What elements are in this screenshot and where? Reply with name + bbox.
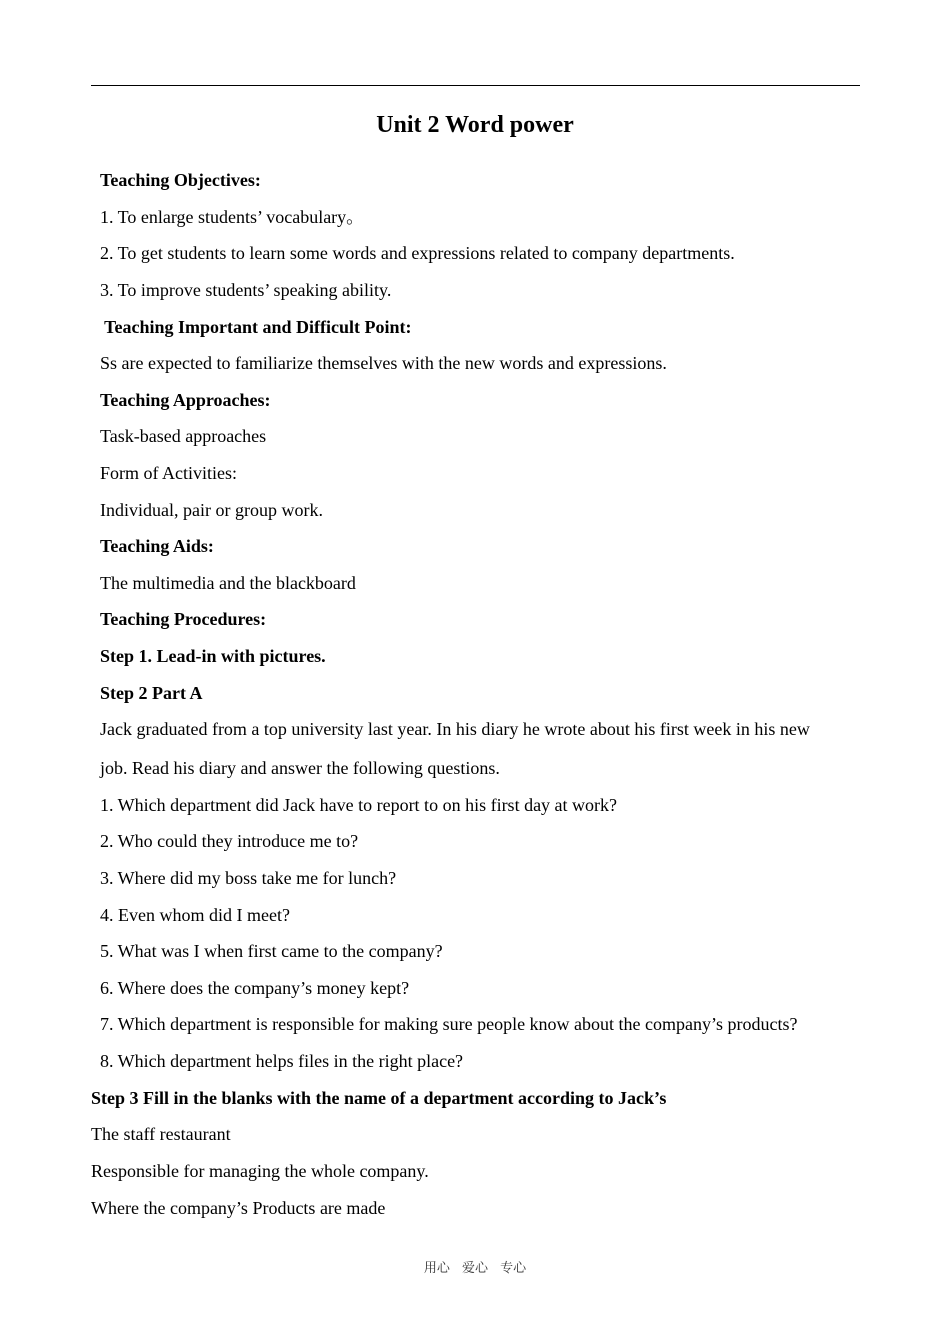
objective-item-1: 1. To enlarge students’ vocabulary。 [100,207,365,227]
page-footer: 用心 爱心 专心 [423,1261,527,1276]
form-of-activities-label: Form of Activities: [100,463,237,483]
question-4: 4. Even whom did I meet? [100,905,290,925]
step-2-intro-line-1: Jack graduated from a top university last year. In his diary he wrote about his first week in his new [100,719,810,739]
heading-teaching-procedures: Teaching Procedures: [100,609,267,629]
page-title: Unit 2 Word power [376,112,574,138]
step-2-intro-line-2: job. Read his diary and answer the following questions. [100,758,500,778]
question-7: 7. Which department is responsible for making sure people know about the company’s products? [100,1014,798,1034]
question-3: 3. Where did my boss take me for lunch? [100,868,397,888]
important-point-text: Ss are expected to familiarize themselves with the new words and expressions. [100,353,667,373]
step-3-heading: Step 3 Fill in the blanks with the name of a department according to Jack’s [91,1088,667,1108]
objective-item-2: 2. To get students to learn some words and expressions related to company departments. [100,243,735,263]
heading-important-point: Teaching Important and Difficult Point: [100,317,412,337]
fill-item-3: Where the company’s Products are made [91,1198,386,1218]
step-2-heading: Step 2 Part A [100,683,203,703]
question-1: 1. Which department did Jack have to report to on his first day at work? [100,795,618,815]
approaches-text: Task-based approaches [100,426,267,446]
heading-teaching-approaches: Teaching Approaches: [100,390,271,410]
question-8: 8. Which department helps files in the right place? [100,1051,464,1071]
fill-item-1: The staff restaurant [91,1124,231,1144]
step-1-heading: Step 1. Lead-in with pictures. [100,646,326,666]
question-6: 6. Where does the company’s money kept? [100,978,410,998]
objective-item-3: 3. To improve students’ speaking ability. [100,280,392,300]
aids-text: The multimedia and the blackboard [100,573,356,593]
header-rule [91,85,860,86]
heading-teaching-aids: Teaching Aids: [100,536,214,556]
activities-text: Individual, pair or group work. [100,500,323,520]
fill-item-2: Responsible for managing the whole company. [91,1161,429,1181]
question-5: 5. What was I when first came to the company? [100,941,443,961]
heading-teaching-objectives: Teaching Objectives: [100,170,261,190]
question-2: 2. Who could they introduce me to? [100,831,359,851]
